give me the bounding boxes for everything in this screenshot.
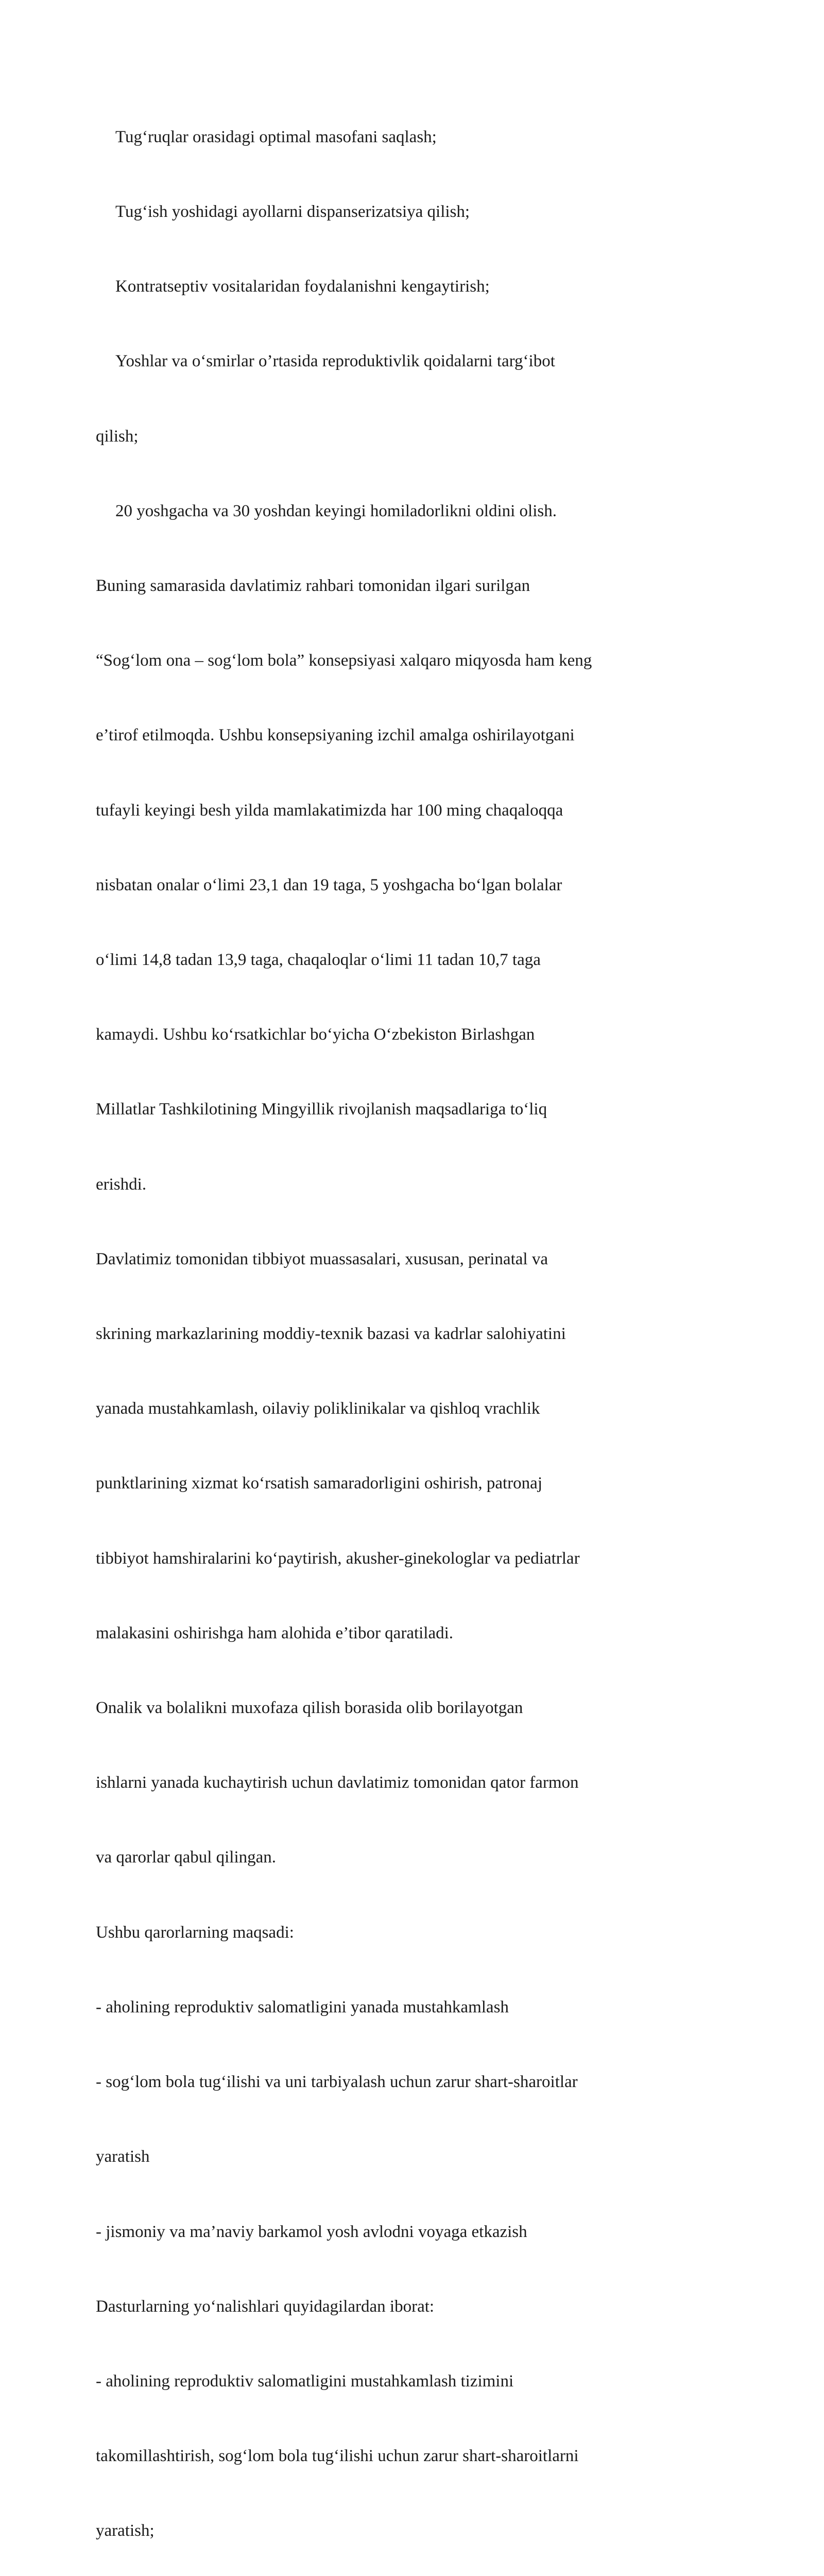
text-line: yanada mustahkamlash, oilaviy poliklinikalar va qishloq vrachlik (96, 1399, 540, 1418)
list-item: - aholining reproduktiv salomatligini yanada mustahkamlash (96, 1997, 509, 2016)
text-line: erishdi. (96, 1175, 147, 1194)
text-line: skrining markazlarining moddiy-texnik bazasi va kadrlar salohiyatini (96, 1325, 566, 1344)
text-line: kamaydi. Ushbu ko‘rsatkichlar bo‘yicha O‘zbekiston Birlashgan (96, 1025, 535, 1044)
text-line: Tug‘ish yoshidagi ayollarni dispanserizatsiya qilish; (115, 202, 470, 222)
text-line: “Sog‘lom ona – sog‘lom bola” konsepsiyasi xalqaro miqyosda ham keng (96, 651, 592, 670)
text-line: Buning samarasida davlatimiz rahbari tomonidan ilgari surilgan (96, 577, 530, 596)
document-body (96, 75, 652, 2576)
text-line: e’tirof etilmoqda. Ushbu konsepsiyaning izchil amalga oshirilayotgani (96, 726, 575, 745)
text-line: o‘limi 14,8 tadan 13,9 taga, chaqaloqlar o‘limi 11 tadan 10,7 taga (96, 951, 541, 970)
text-line: Millatlar Tashkilotining Mingyillik rivojlanish maqsadlariga to‘liq (96, 1100, 547, 1119)
list-item: - aholining reproduktiv salomatligini mustahkamlash tizimini (96, 2371, 514, 2391)
text-line: Ushbu qarorlarning maqsadi: (96, 1923, 294, 1942)
text-line: tibbiyot hamshiralarini ko‘paytirish, akusher-ginekologlar va pediatrlar (96, 1549, 580, 1568)
text-line: Kontratseptiv vositalaridan foydalanishni kengaytirish; (115, 277, 490, 296)
text-line: tufayli keyingi besh yilda mamlakatimizda har 100 ming chaqaloqqa (96, 801, 563, 820)
list-item: - sog‘lom bola tug‘ilishi va uni tarbiyalash uchun zarur shart-sharoitlar (96, 2073, 578, 2092)
text-line: yaratish; (96, 2521, 154, 2540)
text-line: qilish; (96, 427, 139, 446)
list-item: - jismoniy va ma’naviy barkamol yosh avlodni voyaga etkazish (96, 2222, 527, 2241)
text-line: malakasini oshirishga ham alohida e’tibor qaratiladi. (96, 1623, 454, 1642)
text-line: punktlarining xizmat ko‘rsatish samaradorligini oshirish, patronaj (96, 1474, 542, 1493)
text-line: ishlarni yanada kuchaytirish uchun davlatimiz tomonidan qator farmon (96, 1773, 579, 1792)
text-line: Davlatimiz tomonidan tibbiyot muassasalari, xususan, perinatal va (96, 1249, 548, 1268)
text-line: Tug‘ruqlar orasidagi optimal masofani saqlash; (115, 127, 437, 146)
text-line: yaratish (96, 2147, 150, 2166)
text-line: Onalik va bolalikni muxofaza qilish borasida olib borilayotgan (96, 1699, 523, 1718)
text-line: takomillashtirish, sog‘lom bola tug‘ilishi uchun zarur shart-sharoitlarni (96, 2447, 579, 2466)
text-line: Yoshlar va o‘smirlar o’rtasida reproduktivlik qoidalarni targ‘ibot (115, 352, 555, 371)
text-line: nisbatan onalar o‘limi 23,1 dan 19 taga, 5 yoshgacha bo‘lgan bolalar (96, 875, 562, 894)
text-line: Dasturlarning yo‘nalishlari quyidagilardan iborat: (96, 2297, 435, 2316)
text-line: va qarorlar qabul qilingan. (96, 1848, 277, 1867)
text-line: 20 yoshgacha va 30 yoshdan keyingi homiladorlikni oldini olish. (115, 501, 557, 520)
